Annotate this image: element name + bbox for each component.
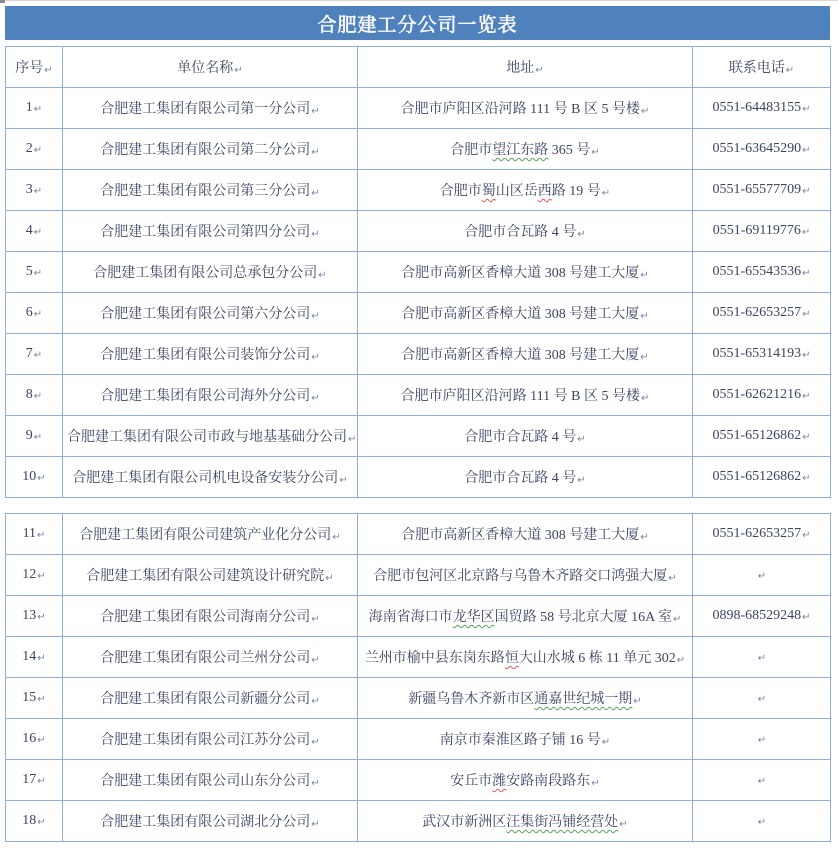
table-row	[6, 293, 831, 334]
row-number: 10	[22, 469, 37, 484]
table-body-lower	[6, 514, 831, 842]
row-number-cell	[6, 334, 63, 375]
company-name: 合肥建工集团有限公司湖北分公司	[100, 815, 311, 830]
phone-cell	[693, 637, 831, 678]
paragraph-mark: ↵	[591, 778, 600, 789]
paragraph-mark: ↵	[802, 530, 811, 541]
paragraph-mark: ↵	[37, 530, 46, 541]
address-segment: 大山水城 6 栋 11 单元 302	[518, 651, 676, 666]
company-name: 合肥建工集团有限公司海南分公司	[100, 610, 311, 625]
address-segment-red-squiggle: 恒	[504, 651, 519, 666]
table-row	[6, 760, 831, 801]
paragraph-mark: ↵	[33, 145, 43, 156]
paragraph-mark: ↵	[591, 147, 600, 158]
header-cell-address	[358, 47, 693, 88]
table-row	[6, 678, 831, 719]
table-body-upper	[6, 88, 831, 498]
paragraph-mark: ↵	[37, 694, 46, 705]
company-name-cell	[63, 678, 358, 719]
phone-cell	[693, 334, 831, 375]
row-number: 8	[25, 387, 33, 402]
paragraph-mark: ↵	[640, 532, 649, 543]
table-row	[6, 334, 831, 375]
phone-number: 0551-62621216	[712, 387, 802, 402]
paragraph-mark: ↵	[311, 147, 320, 158]
row-number: 13	[22, 608, 37, 623]
paragraph-mark: ↵	[802, 612, 811, 623]
header-label: 单位名称	[177, 61, 234, 76]
phone-cell	[693, 211, 831, 252]
company-name-cell	[63, 801, 358, 842]
paragraph-mark: ↵	[802, 104, 811, 115]
header-cell-no	[6, 47, 63, 88]
phone-cell	[693, 678, 831, 719]
address-cell	[358, 637, 693, 678]
company-name-cell	[63, 637, 358, 678]
table-row	[6, 514, 831, 555]
company-name: 合肥建工集团有限公司总承包分公司	[93, 266, 318, 281]
phone-cell	[693, 457, 831, 498]
paragraph-mark: ↵	[311, 696, 320, 707]
paragraph-mark: ↵	[33, 432, 43, 443]
row-number-cell	[6, 760, 63, 801]
paragraph-mark: ↵	[801, 227, 811, 238]
address-cell	[358, 88, 693, 129]
table-row	[6, 170, 831, 211]
row-number-cell	[6, 555, 63, 596]
address-cell	[358, 457, 693, 498]
company-name: 合肥建工集团有限公司市政与地基基础分公司	[67, 430, 347, 445]
page-title: 合肥建工分公司一览表	[317, 14, 518, 36]
row-number-cell	[6, 596, 63, 637]
paragraph-mark: ↵	[33, 391, 43, 402]
paragraph-mark: ↵	[44, 65, 53, 76]
table-row	[6, 88, 831, 129]
address-segment: 路 19 号	[551, 184, 601, 199]
phone-cell	[693, 514, 831, 555]
address-cell	[358, 211, 693, 252]
row-number: 12	[22, 567, 37, 582]
paragraph-mark: ↵	[601, 737, 611, 748]
paragraph-mark: ↵	[676, 655, 686, 666]
table-row	[6, 555, 831, 596]
address-segment-green-squiggle: 望江东路	[492, 143, 549, 158]
header-row	[6, 47, 831, 88]
paragraph-mark: ↵	[311, 819, 320, 830]
address-cell	[358, 293, 693, 334]
row-number-cell	[6, 719, 63, 760]
row-number-cell	[6, 678, 63, 719]
row-number: 7	[25, 346, 33, 361]
paragraph-mark: ↵	[577, 229, 586, 240]
company-name-cell	[63, 555, 358, 596]
phone-cell	[693, 596, 831, 637]
address-segment-red-squiggle: 西	[537, 184, 552, 199]
row-number-cell	[6, 416, 63, 457]
paragraph-mark: ↵	[640, 393, 650, 404]
address-segment: 合肥市庐阳区沿河路 111 号 B 区 5 号楼	[400, 102, 640, 117]
paragraph-mark: ↵	[33, 350, 43, 361]
company-name-cell	[63, 170, 358, 211]
companies-table-upper	[5, 46, 831, 498]
company-name: 合肥建工集团有限公司机电设备安装分公司	[72, 471, 339, 486]
paragraph-mark: ↵	[802, 186, 811, 197]
table-title-bar	[5, 6, 830, 40]
address-cell	[358, 129, 693, 170]
company-name-cell	[63, 129, 358, 170]
address-segment-green-squiggle: 龙华区	[452, 610, 495, 625]
company-name: 合肥建工集团有限公司第六分公司	[100, 307, 311, 322]
paragraph-mark: ↵	[37, 817, 46, 828]
phone-number: 0551-65577709	[712, 182, 802, 197]
paragraph-mark: ↵	[234, 65, 243, 76]
paragraph-mark: ↵	[757, 735, 767, 746]
paragraph-mark: ↵	[311, 229, 320, 240]
page-top-edge	[0, 0, 838, 1]
paragraph-mark: ↵	[802, 432, 811, 443]
paragraph-mark: ↵	[757, 817, 767, 828]
paragraph-mark: ↵	[785, 65, 795, 76]
company-name-cell	[63, 334, 358, 375]
row-number: 15	[22, 690, 37, 705]
address-segment: 安丘市	[450, 774, 493, 789]
company-name: 合肥建工集团有限公司第二分公司	[100, 143, 311, 158]
row-number-cell	[6, 88, 63, 129]
paragraph-mark: ↵	[33, 268, 43, 279]
phone-number: 0551-65543536	[712, 264, 802, 279]
row-number: 3	[25, 182, 33, 197]
paragraph-mark: ↵	[640, 311, 649, 322]
header-label: 联系电话	[728, 61, 785, 76]
paragraph-mark: ↵	[757, 653, 767, 664]
row-number-cell	[6, 211, 63, 252]
address-segment: 新疆乌鲁木齐新市区	[408, 692, 535, 707]
table-row	[6, 801, 831, 842]
paragraph-mark: ↵	[311, 737, 320, 748]
company-name: 合肥建工集团有限公司兰州分公司	[100, 651, 311, 666]
company-name: 合肥建工集团有限公司第一分公司	[100, 102, 311, 117]
paragraph-mark: ↵	[640, 106, 650, 117]
company-name-cell	[63, 211, 358, 252]
phone-cell	[693, 719, 831, 760]
paragraph-mark: ↵	[577, 475, 586, 486]
address-segment: 合肥市高新区香樟大道 308 号建工大厦	[401, 307, 640, 322]
address-cell	[358, 801, 693, 842]
address-segment: 安路南段路东	[506, 774, 591, 789]
address-segment-green-squiggle: 汪集街冯铺经营处	[506, 815, 619, 830]
address-segment: 合肥市高新区香樟大道 308 号建工大厦	[401, 348, 640, 363]
address-cell	[358, 334, 693, 375]
address-segment: 山区岳	[495, 184, 538, 199]
paragraph-mark: ↵	[535, 65, 544, 76]
table-row	[6, 211, 831, 252]
phone-cell	[693, 416, 831, 457]
header-label: 地址	[506, 61, 535, 76]
paragraph-mark: ↵	[332, 532, 341, 543]
address-cell	[358, 170, 693, 211]
phone-number: 0898-68529248	[712, 608, 802, 623]
address-segment: 合肥市高新区香樟大道 308 号建工大厦	[401, 528, 640, 543]
phone-number: 0551-62653257	[712, 305, 802, 320]
phone-cell	[693, 88, 831, 129]
address-cell	[358, 416, 693, 457]
address-segment: 合肥市合瓦路 4 号	[464, 430, 577, 445]
paragraph-mark: ↵	[37, 612, 46, 623]
phone-number: 0551-63645290	[712, 141, 802, 156]
paragraph-mark: ↵	[318, 270, 327, 281]
company-name: 合肥建工集团有限公司山东分公司	[100, 774, 311, 789]
row-number: 16	[22, 731, 37, 746]
paragraph-mark: ↵	[311, 352, 320, 363]
paragraph-mark: ↵	[33, 186, 43, 197]
address-cell	[358, 375, 693, 416]
address-cell	[358, 678, 693, 719]
companies-table-lower	[5, 513, 831, 842]
paragraph-mark: ↵	[37, 776, 46, 787]
phone-cell	[693, 252, 831, 293]
company-name-cell	[63, 719, 358, 760]
address-cell	[358, 760, 693, 801]
phone-cell	[693, 375, 831, 416]
company-name: 合肥建工集团有限公司江苏分公司	[100, 733, 311, 748]
paragraph-mark: ↵	[33, 227, 43, 238]
header-cell-name	[63, 47, 358, 88]
address-cell	[358, 596, 693, 637]
address-cell	[358, 252, 693, 293]
row-number: 9	[25, 428, 33, 443]
paragraph-mark: ↵	[311, 188, 320, 199]
address-segment-green-squiggle: 通嘉世纪城一期	[534, 692, 633, 707]
phone-cell	[693, 170, 831, 211]
company-name: 合肥建工集团有限公司海外分公司	[100, 389, 311, 404]
address-segment: 兰州市榆中县东岗东路	[364, 651, 505, 666]
company-name-cell	[63, 514, 358, 555]
paragraph-mark: ↵	[339, 475, 348, 486]
paragraph-mark: ↵	[37, 735, 46, 746]
paragraph-mark: ↵	[802, 309, 811, 320]
paragraph-mark: ↵	[802, 473, 811, 484]
address-segment: 海南省海口市	[368, 610, 453, 625]
company-name-cell	[63, 293, 358, 334]
paragraph-mark: ↵	[37, 653, 46, 664]
paragraph-mark: ↵	[619, 819, 628, 830]
row-number-cell	[6, 375, 63, 416]
table-row	[6, 129, 831, 170]
phone-number: 0551-64483155	[712, 100, 802, 115]
company-name: 合肥建工集团有限公司第三分公司	[100, 184, 311, 199]
paragraph-mark: ↵	[325, 573, 334, 584]
address-cell	[358, 514, 693, 555]
phone-number: 0551-65126862	[712, 428, 802, 443]
row-number: 2	[25, 141, 33, 156]
row-number: 17	[22, 772, 37, 787]
table-row	[6, 637, 831, 678]
paragraph-mark: ↵	[33, 104, 43, 115]
phone-cell	[693, 760, 831, 801]
phone-number: 0551-69119776	[712, 223, 801, 238]
address-segment: 合肥市庐阳区沿河路 111 号 B 区 5 号楼	[400, 389, 640, 404]
address-segment: 国贸路 58 号北京大厦 16A 室	[494, 610, 672, 625]
address-segment: 合肥市合瓦路 4 号	[464, 471, 577, 486]
company-name-cell	[63, 88, 358, 129]
address-segment: 合肥市	[439, 184, 482, 199]
paragraph-mark: ↵	[757, 571, 767, 582]
address-segment: 武汉市新洲区	[422, 815, 507, 830]
paragraph-mark: ↵	[311, 106, 320, 117]
phone-cell	[693, 555, 831, 596]
table-row	[6, 719, 831, 760]
row-number-cell	[6, 637, 63, 678]
paragraph-mark: ↵	[311, 778, 320, 789]
paragraph-mark: ↵	[802, 268, 811, 279]
row-number: 1	[25, 100, 33, 115]
row-number: 5	[25, 264, 33, 279]
corner-crop-artifact	[0, 0, 5, 3]
company-name: 合肥建工集团有限公司新疆分公司	[100, 692, 311, 707]
paragraph-mark: ↵	[757, 694, 767, 705]
company-name: 合肥建工集团有限公司装饰分公司	[100, 348, 311, 363]
row-number: 18	[22, 813, 37, 828]
row-number-cell	[6, 293, 63, 334]
address-segment: 南京市秦淮区路子铺 16 号	[439, 733, 601, 748]
paragraph-mark: ↵	[311, 614, 320, 625]
company-name-cell	[63, 252, 358, 293]
row-number: 4	[25, 223, 33, 238]
paragraph-mark: ↵	[633, 696, 642, 707]
paragraph-mark: ↵	[348, 434, 357, 445]
phone-cell	[693, 801, 831, 842]
paragraph-mark: ↵	[311, 311, 320, 322]
company-name-cell	[63, 596, 358, 637]
phone-number: 0551-62653257	[712, 526, 802, 541]
company-name: 合肥建工集团有限公司建筑设计研究院	[86, 569, 325, 584]
paragraph-mark: ↵	[37, 473, 46, 484]
row-number-cell	[6, 129, 63, 170]
paragraph-mark: ↵	[802, 350, 811, 361]
paragraph-mark: ↵	[802, 145, 811, 156]
address-cell	[358, 555, 693, 596]
address-segment: 合肥市	[450, 143, 493, 158]
header-cell-phone	[693, 47, 831, 88]
row-number: 11	[22, 526, 37, 541]
paragraph-mark: ↵	[672, 614, 682, 625]
address-cell	[358, 719, 693, 760]
company-name-cell	[63, 457, 358, 498]
address-segment: 365 号	[548, 143, 591, 158]
row-number-cell	[6, 514, 63, 555]
paragraph-mark: ↵	[640, 352, 649, 363]
company-name-cell	[63, 760, 358, 801]
row-number: 6	[25, 305, 33, 320]
table-row	[6, 457, 831, 498]
paragraph-mark: ↵	[802, 391, 811, 402]
paragraph-mark: ↵	[668, 573, 677, 584]
paragraph-mark: ↵	[601, 188, 611, 199]
table-row	[6, 375, 831, 416]
company-name-cell	[63, 375, 358, 416]
address-segment: 合肥市合瓦路 4 号	[464, 225, 577, 240]
paragraph-mark: ↵	[577, 434, 586, 445]
address-segment: 合肥市高新区香樟大道 308 号建工大厦	[401, 266, 640, 281]
address-segment-red-squiggle: 潍	[492, 774, 507, 789]
phone-cell	[693, 293, 831, 334]
row-number-cell	[6, 801, 63, 842]
paragraph-mark: ↵	[37, 571, 46, 582]
row-number: 14	[22, 649, 37, 664]
paragraph-mark: ↵	[757, 776, 767, 787]
company-name: 合肥建工集团有限公司建筑产业化分公司	[79, 528, 332, 543]
phone-cell	[693, 129, 831, 170]
phone-number: 0551-65314193	[712, 346, 802, 361]
table-row	[6, 416, 831, 457]
table-row	[6, 252, 831, 293]
company-name-cell	[63, 416, 358, 457]
header-label: 序号	[15, 61, 44, 76]
paragraph-mark: ↵	[640, 270, 649, 281]
address-segment-red-squiggle: 蜀	[481, 184, 496, 199]
row-number-cell	[6, 170, 63, 211]
row-number-cell	[6, 457, 63, 498]
address-segment: 合肥市包河区北京路与乌鲁木齐路交口鸿强大厦	[373, 569, 668, 584]
table-row	[6, 596, 831, 637]
company-name: 合肥建工集团有限公司第四分公司	[100, 225, 311, 240]
paragraph-mark: ↵	[311, 393, 320, 404]
paragraph-mark: ↵	[311, 655, 320, 666]
phone-number: 0551-65126862	[712, 469, 802, 484]
paragraph-mark: ↵	[33, 309, 43, 320]
row-number-cell	[6, 252, 63, 293]
